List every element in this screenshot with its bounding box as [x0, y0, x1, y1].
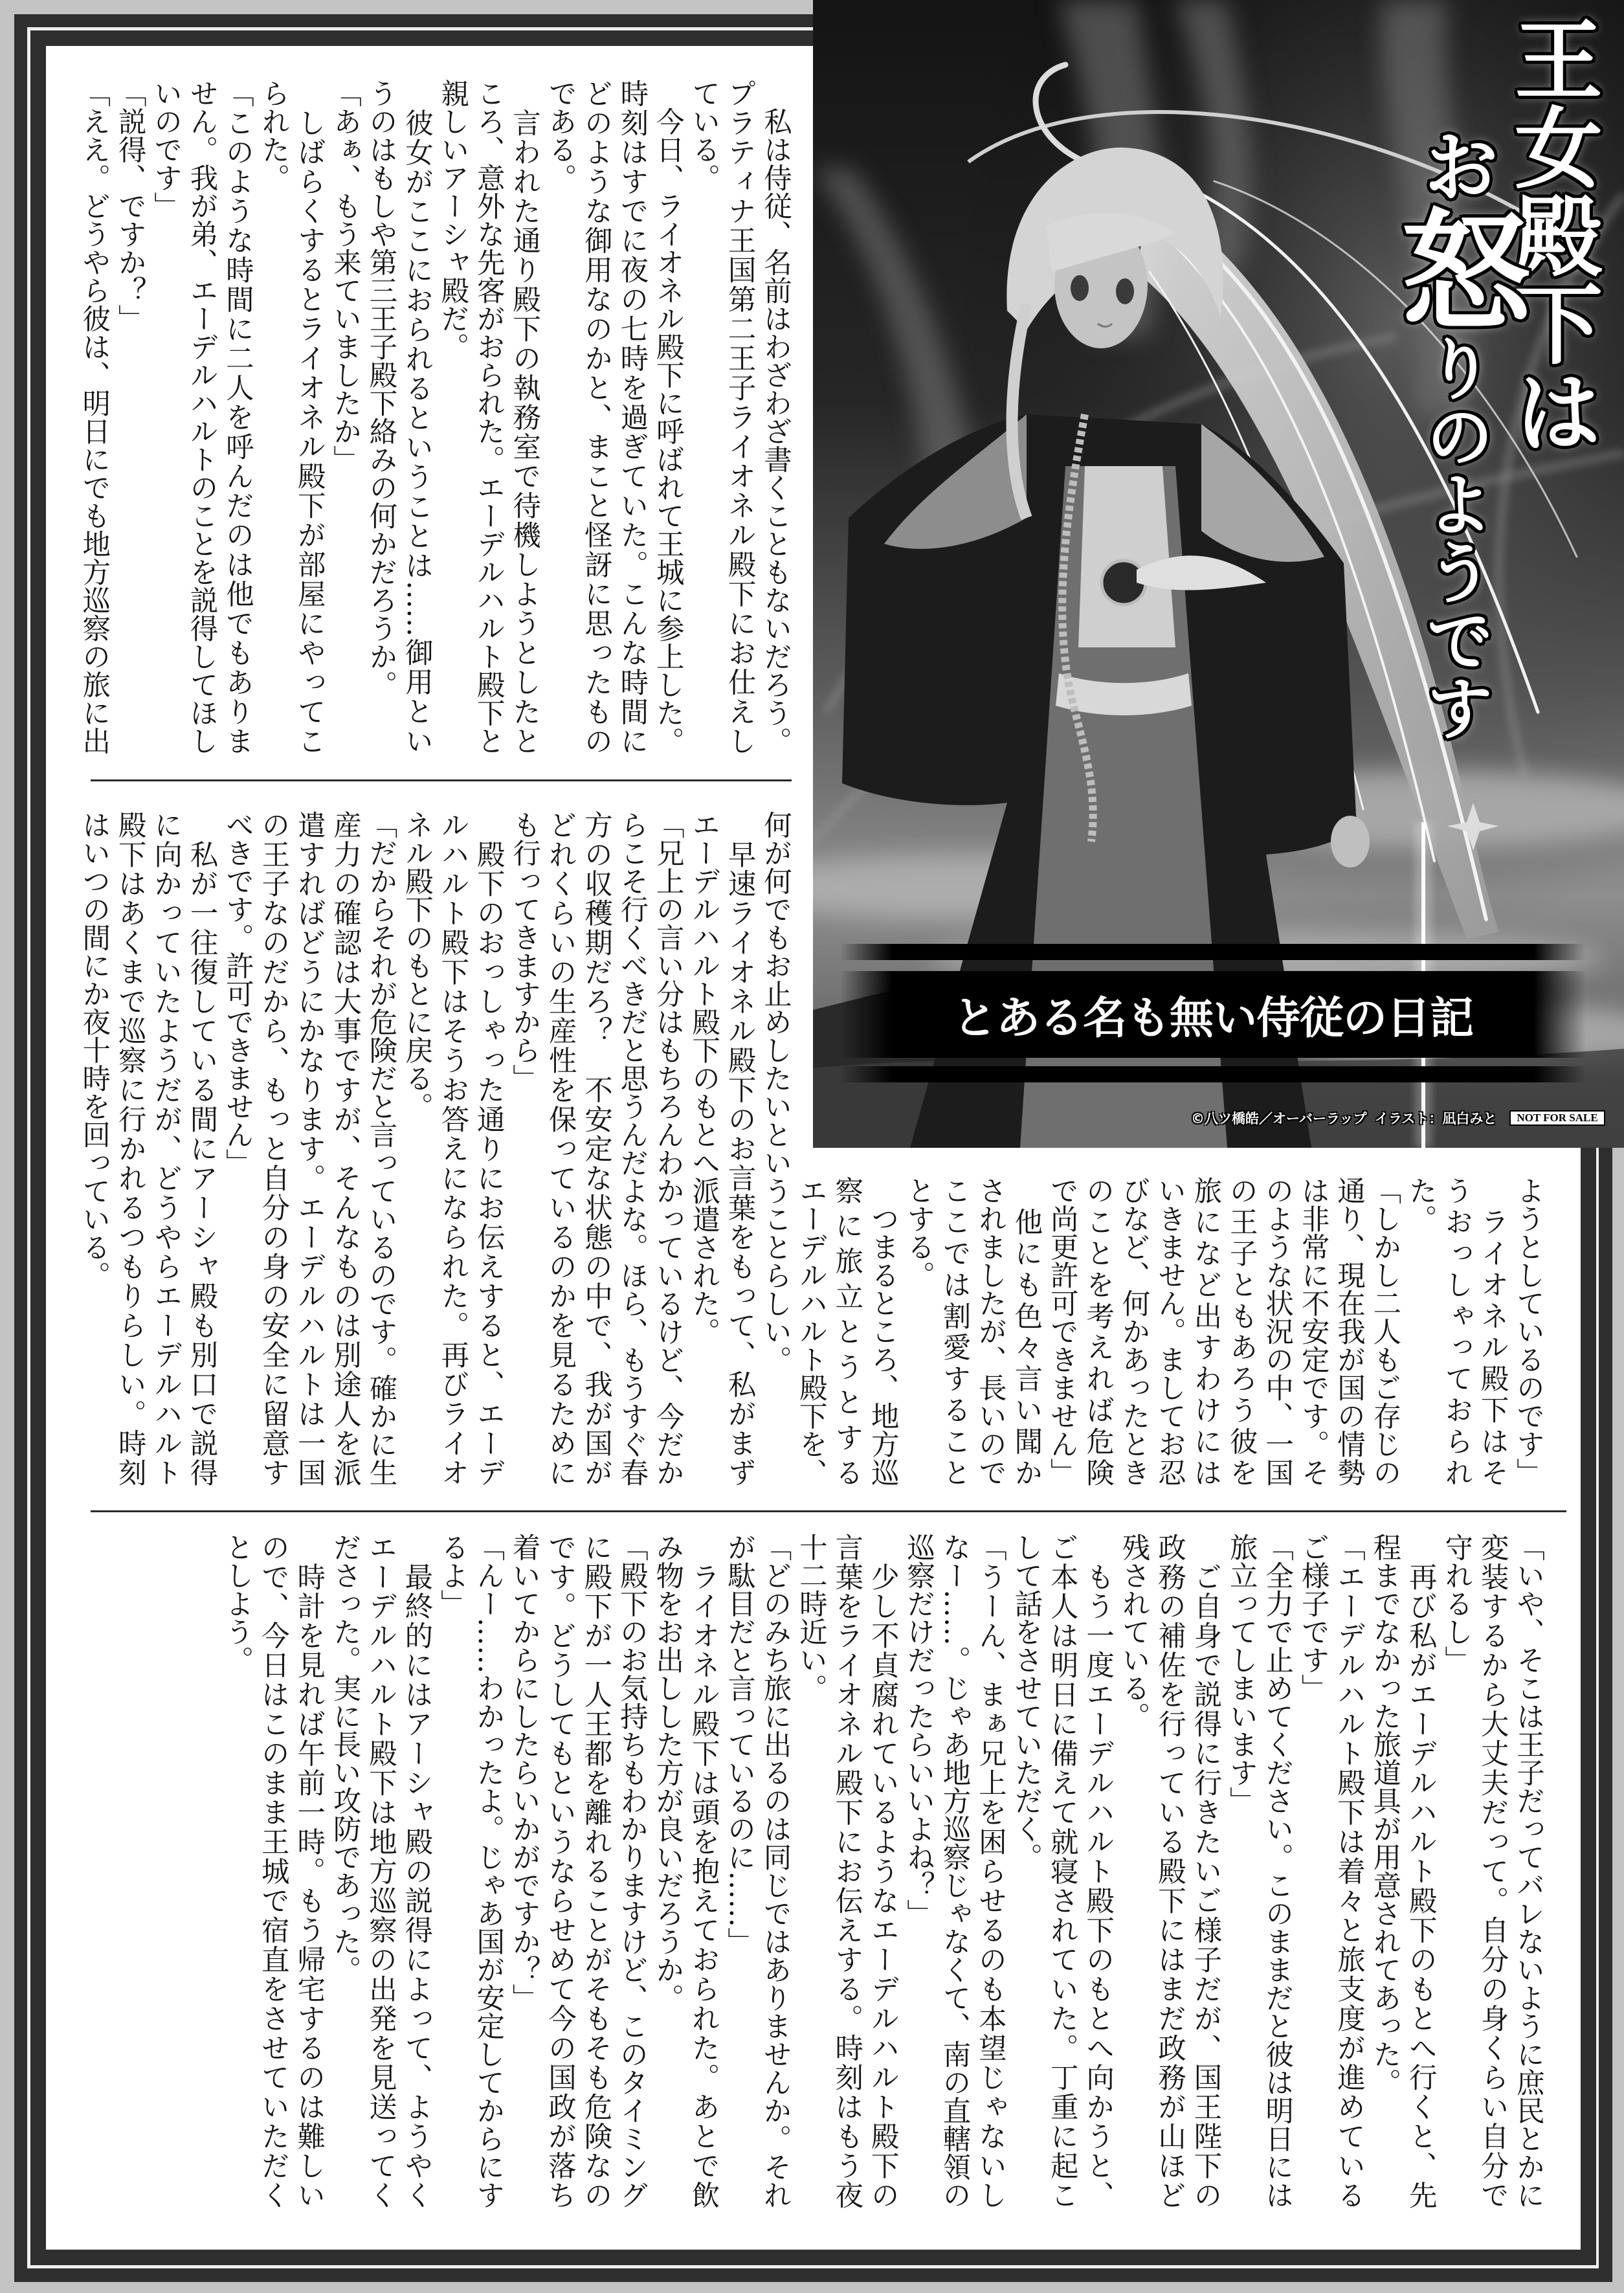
text-column: 「説得、ですか？」 [113, 79, 146, 333]
chapter-banner [840, 971, 1586, 1058]
text-column: 程までなかった旅道具が用意されてあった。 [1368, 1533, 1401, 2096]
text-column: 「うーん、まぁ兄上を困らせるのも本望じゃないし [973, 1533, 1007, 2209]
text-column: ころ、意外な先客がおられた。エーデルハルト殿下と [472, 79, 505, 755]
text-column: 私は侍従、名前はわざわざ書くこともないだろう。 [759, 79, 792, 755]
text-column: 殿下のおっしゃった通りにお伝えすると、エーデ [472, 811, 505, 1486]
text-column: 「しかし二人もご存じの [1368, 1176, 1401, 1486]
text-column: です。どうしてもというならせめて今の国政が落ち [544, 1533, 577, 2209]
text-column: 「だからそれが危険だと言っているのです。確かに生 [364, 811, 397, 1486]
text-column: べきです。許可できません」 [221, 811, 254, 1177]
text-column: 「殿下のお気持ちもわかりますけど、このタイミング [615, 1533, 648, 2209]
text-column: のことを考えれば危険 [1082, 1176, 1115, 1486]
text-column: 時刻はすでに夜の七時を過ぎていた。こんな時間に [616, 79, 649, 755]
text-column: 「いや、そこは王子だってバレないように庶民とかに [1512, 1533, 1544, 2209]
text-column: 十二時近い。 [794, 1533, 827, 1702]
text-column: びなど、何かあったとき [1117, 1176, 1150, 1486]
text-column: つまるところ、地方巡 [866, 1176, 899, 1486]
hand [1331, 816, 1370, 867]
text-column: エーデルハルト殿下を、 [794, 1176, 827, 1486]
text-column: に向かっていたようだが、どうやらエーデルハルト [150, 811, 183, 1486]
text-column: 親しいアーシャ殿だ。 [436, 79, 469, 361]
text-column: 「兄上の言い分はもちろんわかっているけど、今だか [651, 811, 684, 1486]
text-column: しばらくするとライオネル殿下が部屋にやってこ [293, 79, 326, 755]
text-column: み物をお出しした方が良いだろうか。 [651, 1533, 684, 2012]
text-column: 方の収穫期だろ？ 不安定な状態の中で、我が国が [579, 811, 612, 1486]
text-column: のような状況の中、一国 [1261, 1176, 1294, 1486]
text-column: ネル殿下のもとに戻る。 [400, 811, 433, 1121]
text-column: 「あぁ、もう来ていましたか」 [329, 79, 362, 473]
text-column: ルハルト殿下はそうお答えになられた。再びライオ [436, 811, 469, 1486]
text-column: 産力の確認は大事ですが、そんなものは別途人を派 [329, 811, 362, 1486]
text-column: 時計を見れば午前一時。もう帰宅するのは難しい [293, 1533, 326, 2209]
text-column: して話をさせていただく。 [1010, 1533, 1043, 1871]
text-column: 察に旅立とうとする [830, 1176, 863, 1486]
text-column: の王子ともあろう彼を [1225, 1176, 1258, 1486]
text-column: 彼女がここにおられるということは……御用とい [400, 79, 433, 755]
text-column: ご自身で説得に行きたいご様子だが、国王陛下の [1189, 1533, 1222, 2209]
text-column: は非常に不安定です。そ [1296, 1176, 1329, 1486]
banner-stripe-top [840, 944, 1586, 960]
text-column: 早速ライオネル殿下のお言葉をもって、私がまず [723, 811, 756, 1486]
text-column: いきません。ましてお忍 [1153, 1176, 1186, 1486]
text-column: に殿下が一人王都を離れることがそもそも危険なの [579, 1533, 612, 2209]
text-column: ださった。実に長い攻防であった。 [328, 1533, 361, 1984]
text-column: ライオネル殿下は頭を抱えておられた。あとで飲 [687, 1533, 720, 2209]
text-column: 言われた通り殿下の執務室で待機しようとしたと [508, 79, 541, 755]
text-column: 「どのみち旅に出るのは同じではありませんか。それ [759, 1533, 792, 2209]
section-divider [91, 1510, 1566, 1512]
title-char: お [1410, 126, 1501, 204]
chapter-title: とある名も無い侍従の日記 [952, 992, 1473, 1044]
text-column: ご様子です」 [1296, 1533, 1329, 1702]
text-column: エーデルハルト殿下は地方巡察の出発を見送ってく [364, 1533, 397, 2209]
text-column: 遣すればどうにかなります。エーデルハルトは一国 [293, 811, 326, 1486]
text-column: うのはもしや第三王子殿下絡みの何かだろうか。 [364, 79, 397, 699]
text-column: 私が一往復している間にアーシャ殿も別口で説得 [185, 811, 218, 1486]
title-chars: りのようです [1415, 333, 1495, 741]
text-column: うおっしゃっておられ [1440, 1176, 1473, 1486]
text-column: 巡察だけだったらいいよね？」 [902, 1533, 935, 1927]
text-column: 「このような時間に二人を呼んだのは他でもありま [221, 79, 254, 755]
text-column: 少し不貞腐れているようなエーデルハルト殿下の [866, 1533, 899, 2209]
text-block-top [76, 79, 793, 755]
text-column: はいつの間にか夜十時を回っている。 [78, 811, 111, 1290]
text-column: の王子なのだから、もっと自分の身の安全に留意す [257, 811, 290, 1486]
text-column: で尚更許可できません」 [1045, 1176, 1078, 1486]
text-column: なー……。じゃあ地方巡察じゃなくて、南の直轄領の [938, 1533, 971, 2209]
text-column: とする。 [902, 1176, 935, 1289]
section-divider [91, 779, 792, 781]
text-column: 今日、ライオネル殿下に呼ばれて王城に参上した。 [651, 79, 684, 755]
text-column: 最終的にはアーシャ殿の説得によって、ようやく [400, 1533, 433, 2209]
text-column: 「んー……わかったよ。じゃあ国が安定してからにす [472, 1533, 505, 2209]
text-column: 言葉をライオネル殿下にお伝えする。時刻はもう夜 [830, 1533, 863, 2209]
text-column: ここでは割愛すること [938, 1176, 971, 1486]
text-column: らこそ行くべきだと思うんだよな。ほら、もうすぐ春 [616, 811, 649, 1486]
text-column: せん。我が弟、エーデルハルトのことを説得してほし [185, 79, 218, 755]
text-column: 「ええ。どうやら彼は、明日にでも地方巡察の旅に出 [78, 79, 111, 755]
text-column: ている。 [687, 79, 720, 192]
text-column: 通り、現在我が国の情勢 [1332, 1176, 1365, 1486]
title-char-large: 怒 [1379, 204, 1531, 333]
illustrator-credit: イラスト：凪白みと [1375, 1111, 1497, 1126]
text-column: である。 [544, 79, 577, 192]
text-column: 「エーデルハルト殿下は着々と旅支度が進めている [1332, 1533, 1365, 2209]
text-column: 残されている。 [1117, 1533, 1150, 1730]
book-title-line-2 [1379, 126, 1531, 741]
text-column: 何が何でもお止めしたいということらしい。 [759, 811, 792, 1374]
copyright-credit: ©八ツ橋皓／オーバーラップ [1191, 1111, 1367, 1126]
text-column: ようとしているのです」 [1512, 1176, 1544, 1486]
eye-left [1071, 275, 1089, 301]
text-column: ライオネル殿下はそ [1476, 1176, 1509, 1486]
text-column: 旅になど出すわけには [1189, 1176, 1222, 1486]
text-column: もう一度エーデルハルト殿下のもとへ向かうと、 [1082, 1533, 1115, 2209]
text-column: どのような御用なのかと、まこと怪訝に思ったもの [579, 79, 612, 755]
text-column: 他にも色々言い聞か [1010, 1176, 1043, 1486]
not-for-sale-badge: NOT FOR SALE [1509, 1110, 1605, 1126]
text-block-middle-left [76, 811, 793, 1486]
blouse [1078, 466, 1175, 647]
text-column: ご本人は明日に備えて就寝されていた。丁重に起こ [1045, 1533, 1078, 2209]
text-column: としよう。 [221, 1533, 254, 1674]
text-column: 変装するから大丈夫だって。自分の身くらい自分で [1476, 1533, 1509, 2209]
text-column: いのです」 [150, 79, 183, 220]
text-column: も行ってきますから」 [508, 811, 541, 1092]
text-column: 着いてからにしたらいかがですか？」 [507, 1533, 540, 2012]
text-block-bottom [219, 1533, 1546, 2209]
eye-right [1116, 278, 1134, 304]
text-column: プラティナ王国第二王子ライオネル殿下にお仕えし [723, 79, 756, 755]
text-column: るよ」 [436, 1533, 469, 1618]
text-column: 「全力で止めてください。このままだと彼は明日には [1261, 1533, 1294, 2209]
book-title-line-1: 王女殿下は [1499, 14, 1603, 454]
text-column: エーデルハルト殿下のもとへ派遣された。 [687, 811, 720, 1346]
text-column: 守れるし」 [1440, 1533, 1473, 1674]
text-column: が駄目だと言っているのに……」 [723, 1533, 756, 1956]
text-column: られた。 [257, 79, 290, 192]
text-column: 旅立ってしまいます」 [1225, 1533, 1258, 1815]
text-block-middle-right [793, 1176, 1546, 1486]
text-column: されましたが、長いので [973, 1176, 1007, 1486]
text-column: た。 [1404, 1176, 1437, 1233]
text-column: どれくらいの生産性を保っているのかを見るために [544, 811, 577, 1486]
banner-stripe-bottom [840, 1066, 1586, 1082]
text-column: ので、今日はこのまま王城で宿直をさせていただく [256, 1533, 289, 2209]
text-column: 殿下はあくまで巡察に行かれるつもりらしい。時刻 [113, 811, 146, 1486]
text-column: 政務の補佐を行っている殿下にはまだ政務が山ほど [1153, 1533, 1186, 2209]
text-column: 再び私がエーデルハルト殿下のもとへ行くと、先 [1404, 1533, 1437, 2209]
